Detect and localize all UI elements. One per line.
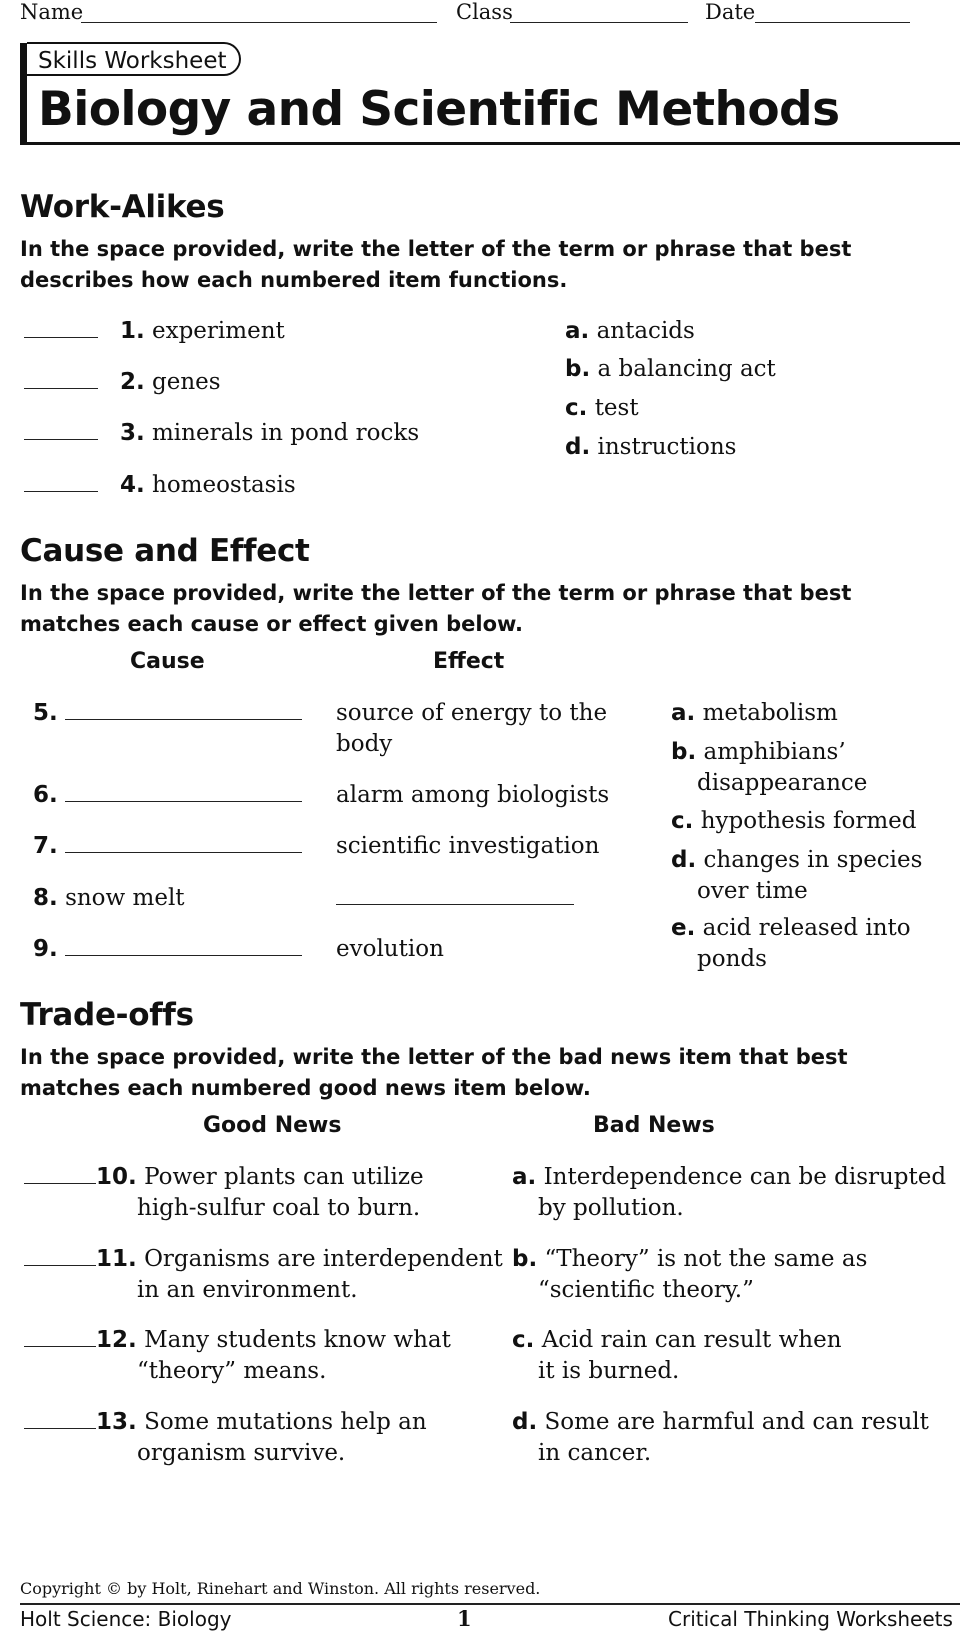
work-alikes-instructions: In the space provided, write the letter of the term or phrase that best describes how each numbered item functions.: [20, 237, 852, 292]
bad-news-item: c. Acid rain can result when it is burned.: [512, 1327, 842, 1384]
work-alikes-item: 3. minerals in pond rocks: [24, 418, 419, 449]
cause-row: 6.: [33, 780, 302, 811]
bad-news-header: Bad News: [593, 1113, 715, 1138]
work-alikes-item: 1. experiment: [24, 316, 285, 347]
answer-blank[interactable]: [24, 1409, 96, 1429]
cause-effect-choice: d. changes in species over time: [671, 847, 923, 904]
worksheet-tag: Skills Worksheet: [27, 42, 241, 76]
work-alikes-item: 2. genes: [24, 367, 221, 398]
cause-effect-choice: c. hypothesis formed: [671, 808, 917, 834]
work-alikes-item: 4. homeostasis: [24, 470, 296, 501]
effect-item: scientific investigation: [336, 833, 600, 859]
effect-item: source of energy to the body: [336, 700, 608, 757]
work-alikes-choice: c. test: [565, 395, 639, 421]
work-alikes-choice: d. instructions: [565, 434, 737, 460]
answer-blank[interactable]: [24, 420, 98, 440]
class-blank[interactable]: [510, 22, 688, 23]
footer-book-title: Holt Science: Biology: [20, 1607, 232, 1631]
cause-effect-choice: a. metabolism: [671, 700, 838, 726]
name-blank[interactable]: [81, 22, 437, 23]
good-news-item: 10. Power plants can utilize high-sulfur coal to burn.: [24, 1162, 424, 1224]
answer-blank[interactable]: [24, 472, 98, 492]
cause-blank[interactable]: [65, 833, 302, 853]
answer-blank[interactable]: [24, 318, 98, 338]
page-title: Biology and Scientific Methods: [38, 82, 840, 137]
banner-left-bar: [20, 43, 27, 145]
answer-blank[interactable]: [24, 1246, 96, 1266]
cause-blank[interactable]: [65, 700, 302, 720]
date-blank[interactable]: [755, 22, 910, 23]
good-news-item: 12. Many students know what “theory” means.: [24, 1325, 451, 1387]
cause-blank[interactable]: [65, 936, 302, 956]
answer-blank[interactable]: [24, 1164, 96, 1184]
good-news-item: 11. Organisms are interdependent in an environment.: [24, 1244, 503, 1306]
title-rule: [20, 142, 960, 145]
good-news-item: 13. Some mutations help an organism survive.: [24, 1407, 427, 1469]
trade-offs-heading: Trade-offs: [20, 997, 194, 1033]
page-number: 1: [457, 1606, 472, 1631]
answer-blank[interactable]: [24, 1327, 96, 1347]
footer-rule: [20, 1603, 960, 1605]
work-alikes-heading: Work-Alikes: [20, 189, 225, 225]
cause-effect-heading: Cause and Effect: [20, 533, 310, 569]
date-label: Date: [705, 0, 756, 24]
cause-column-header: Cause: [130, 649, 205, 674]
effect-item: alarm among biologists: [336, 782, 610, 808]
answer-blank[interactable]: [24, 369, 98, 389]
copyright: Copyright © by Holt, Rinehart and Winston. All rights reserved.: [20, 1579, 541, 1598]
work-alikes-choice: b. a balancing act: [565, 356, 776, 382]
good-news-header: Good News: [203, 1113, 342, 1138]
bad-news-item: d. Some are harmful and can result in cancer.: [512, 1409, 929, 1466]
effect-item: [336, 883, 574, 914]
bad-news-item: b. “Theory” is not the same as “scientific theory.”: [512, 1246, 868, 1303]
footer-series: Critical Thinking Worksheets: [668, 1607, 953, 1631]
effect-column-header: Effect: [433, 649, 505, 674]
cause-blank[interactable]: [65, 782, 302, 802]
cause-row: 7.: [33, 831, 302, 862]
cause-effect-choice: e. acid released into ponds: [671, 915, 911, 972]
class-label: Class: [456, 0, 513, 24]
trade-offs-instructions: In the space provided, write the letter of the bad news item that best matches each numbered good news item below.: [20, 1045, 848, 1100]
effect-item: evolution: [336, 936, 444, 962]
name-label: Name: [20, 0, 84, 24]
cause-effect-choice: b. amphibians’ disappearance: [671, 739, 868, 796]
cause-effect-instructions: In the space provided, write the letter of the term or phrase that best matches each cause or effect given below.: [20, 581, 852, 636]
work-alikes-choice: a. antacids: [565, 318, 695, 344]
bad-news-item: a. Interdependence can be disrupted by pollution.: [512, 1164, 947, 1221]
cause-row: 5.: [33, 698, 302, 729]
cause-row: 8. snow melt: [33, 885, 185, 911]
effect-blank[interactable]: [336, 885, 574, 905]
cause-row: 9.: [33, 934, 302, 965]
